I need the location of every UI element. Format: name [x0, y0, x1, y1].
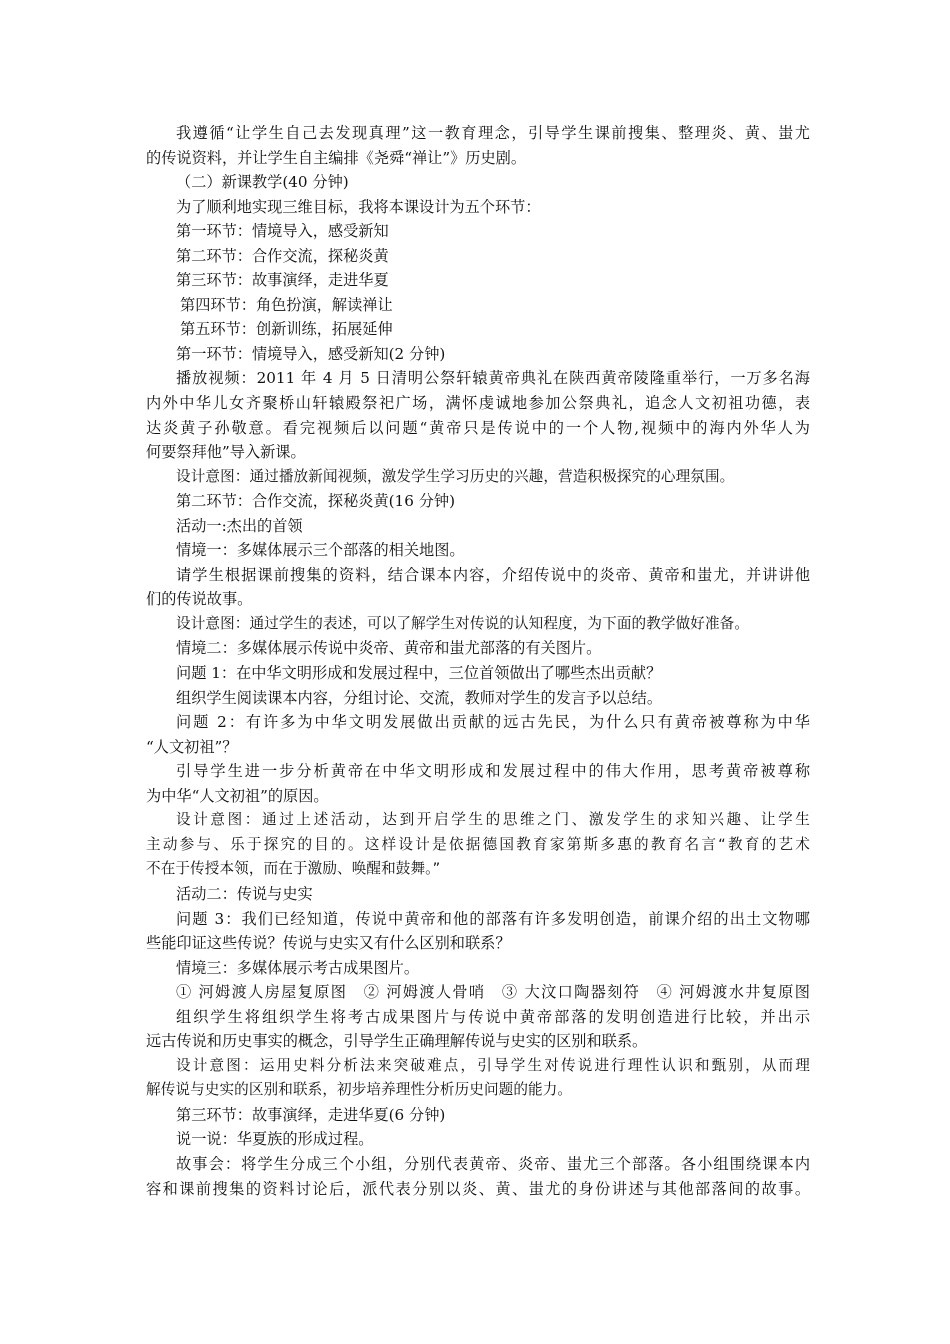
subsection-heading: 第三环节：故事演绎，走进华夏(6 分钟) — [176, 1105, 446, 1124]
paragraph-line: 容和课前搜集的资料讨论后，派代表分别以炎、黄、蚩尤的身份讲述与其他部落间的故事。 — [146, 1179, 810, 1198]
design-intent-note: 不在于传授本领，而在于激励、唤醒和鼓舞。” — [146, 860, 441, 878]
paragraph-line: 何要祭拜他”导入新课。 — [146, 443, 306, 462]
document-page — [146, 121, 810, 1201]
design-intent-note: 解传说与史实的区别和联系，初步培养理性分析历史问题的能力。 — [146, 1081, 573, 1099]
question-line: 些能印证这些传说？传说与史实又有什么区别和联系？ — [146, 934, 511, 953]
question-line: 问题 3：我们已经知道，传说中黄帝和他的部落有许多发明创造，前课介绍的出土文物哪 — [176, 909, 810, 928]
paragraph-line: 达炎黄子孙敬意。看完视频后以问题“黄帝只是传说中的一个人物,视频中的海内外华人为 — [146, 418, 810, 437]
subsection-heading: 第一环节：情境导入，感受新知(2 分钟) — [176, 344, 446, 363]
list-item: 第二环节：合作交流，探秘炎黄 — [176, 246, 389, 265]
activity-heading: 活动一:杰出的首领 — [176, 516, 303, 535]
paragraph-line: 的传说资料，并让学生自主编排《尧舜“禅让”》历史剧。 — [146, 148, 527, 167]
design-intent-note: 设计意图：通过学生的表述，可以了解学生对传说的认知程度，为下面的教学做好准备。 — [176, 614, 750, 632]
paragraph-line: 情境二：多媒体展示传说中炎帝、黄帝和蚩尤部落的有关图片。 — [176, 639, 602, 658]
paragraph-line: 情境一：多媒体展示三个部落的相关地图。 — [176, 541, 465, 560]
paragraph-line: 远古传说和历史事实的概念，引导学生正确理解传说与史实的区别和联系。 — [146, 1032, 648, 1051]
design-intent-note: 主动参与、乐于探究的目的。这样设计是依据德国教育家第斯多惠的教育名言“教育的艺术 — [146, 835, 810, 853]
question-line: 问题 1：在中华文明形成和发展过程中，三位首领做出了哪些杰出贡献？ — [176, 664, 662, 683]
question-line: “人文初祖”？ — [146, 737, 238, 756]
list-item: 第四环节：角色扮演，解读禅让 — [180, 295, 393, 314]
activity-heading: 活动二：传说与史实 — [176, 884, 313, 903]
paragraph-line: 组织学生阅读课本内容，分组讨论、交流，教师对学生的发言予以总结。 — [176, 688, 662, 707]
list-item: 第五环节：创新训练，拓展延伸 — [180, 320, 393, 339]
design-intent-note: 设计意图：通过上述活动，达到开启学生的思维之门、激发学生的求知兴趣、让学生 — [176, 811, 810, 829]
paragraph-line: 们的传说故事。 — [146, 590, 253, 609]
paragraph-line: 组织学生将组织学生将考古成果图片与传说中黄帝部落的发明创造进行比较，并出示 — [176, 1007, 810, 1026]
paragraph-line: 播放视频：2011 年 4 月 5 日清明公祭轩辕黄帝典礼在陕西黄帝陵隆重举行，一万多名海 — [176, 369, 810, 388]
paragraph-line: 请学生根据课前搜集的资料，结合课本内容，介绍传说中的炎帝、黄帝和蚩尤，并讲讲他 — [176, 565, 810, 584]
image-list-line: ① 河姆渡人房屋复原图 ② 河姆渡人骨哨 ③ 大汶口陶器刻符 ④ 河姆渡水井复原图 — [176, 983, 810, 1002]
paragraph-line: 为中华“人文初祖”的原因。 — [146, 786, 329, 805]
paragraph-line: 情境三：多媒体展示考古成果图片。 — [176, 958, 419, 977]
section-heading: （二）新课教学(40 分钟) — [176, 173, 349, 192]
paragraph-line: 故事会：将学生分成三个小组，分别代表黄帝、炎帝、蚩尤三个部落。各小组围绕课本内 — [176, 1154, 810, 1173]
paragraph-line: 我遵循“让学生自己去发现真理”这一教育理念，引导学生课前搜集、整理炎、黄、蚩尤 — [176, 124, 810, 142]
list-item: 第三环节：故事演绎，走进华夏 — [176, 271, 389, 290]
paragraph-line: 说一说：华夏族的形成过程。 — [176, 1130, 374, 1149]
design-intent-note: 设计意图：运用史料分析法来突破难点，引导学生对传说进行理性认识和甄别，从而理 — [176, 1056, 810, 1074]
subsection-heading: 第二环节：合作交流，探秘炎黄(16 分钟) — [176, 492, 456, 511]
paragraph-line: 为了顺利地实现三维目标，我将本课设计为五个环节： — [176, 197, 541, 216]
design-intent-note: 设计意图：通过播放新闻视频，激发学生学习历史的兴趣，营造积极探究的心理氛围。 — [176, 467, 735, 485]
question-line: 问题 2：有许多为中华文明发展做出贡献的远古先民，为什么只有黄帝被尊称为中华 — [176, 713, 810, 732]
paragraph-line: 内外中华儿女齐聚桥山轩辕殿祭祀广场，满怀虔诚地参加公祭典礼，追念人文初祖功德，表 — [146, 394, 810, 413]
paragraph-line: 引导学生进一步分析黄帝在中华文明形成和发展过程中的伟大作用，思考黄帝被尊称 — [176, 762, 810, 781]
list-item: 第一环节：情境导入，感受新知 — [176, 222, 389, 241]
